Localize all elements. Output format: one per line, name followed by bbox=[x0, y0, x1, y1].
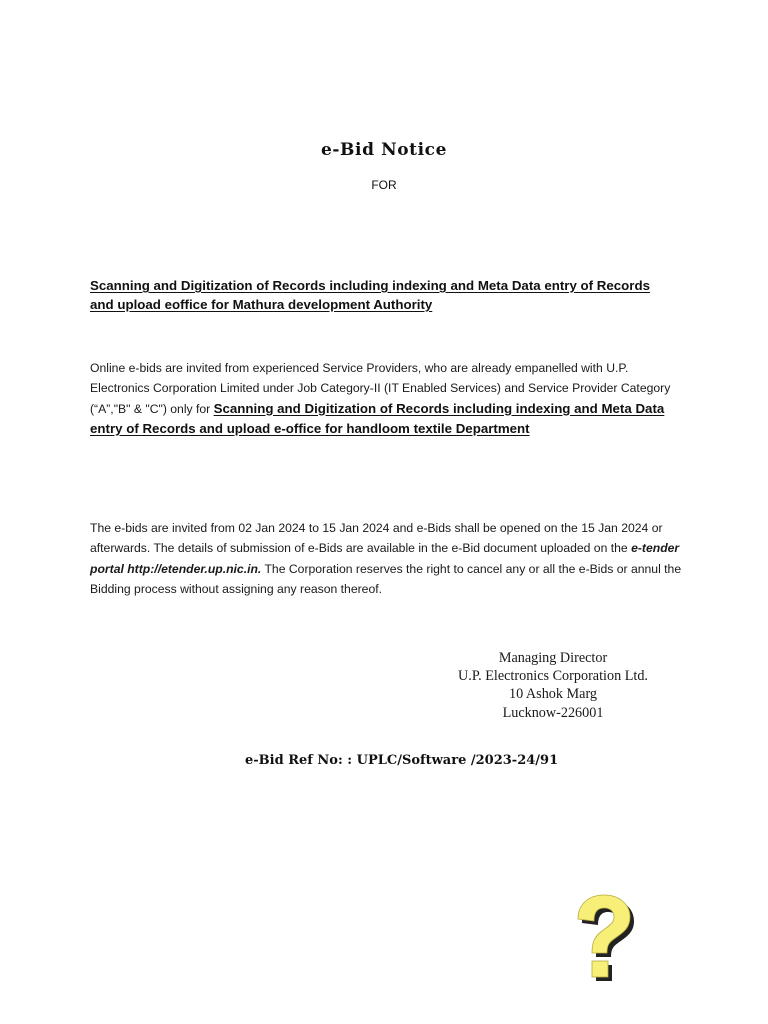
organization-name: U.P. Electronics Corporation Ltd. bbox=[458, 668, 648, 685]
signature-block bbox=[430, 649, 676, 722]
work-description: Scanning and Digitization of Records including indexing and Meta Data entry of Records and upload e-office for handloom textile Department bbox=[90, 400, 665, 436]
schedule-paragraph bbox=[90, 518, 690, 599]
invitation-text: Online e-bids are invited from experienced Service Providers, who are already empanelled with U.P. Electronics Corporation Limited under Job Category-II (IT Enabled Services) and Service Provider Category (“A”,"B" & "C") only for bbox=[90, 361, 671, 416]
subject-heading: Scanning and Digitization of Records including indexing and Meta Data entry of Records and upload eoffice for Mathura development Authority bbox=[90, 278, 651, 312]
address-city: Lucknow-226001 bbox=[502, 704, 604, 721]
reference-number: e-Bid Ref No: : UPLC/Software /2023-24/91 bbox=[245, 753, 559, 768]
for-label: FOR bbox=[371, 178, 397, 192]
portal-link[interactable]: e-tender portal http://etender.up.nic.in. bbox=[90, 541, 680, 576]
signatory-title: Managing Director bbox=[498, 650, 608, 666]
question-mark-icon[interactable] bbox=[570, 893, 640, 993]
invitation-paragraph bbox=[90, 358, 690, 439]
page-title: e-Bid Notice bbox=[320, 140, 448, 160]
disclaimer-text: The Corporation reserves the right to cancel any or all the e-Bids or annul the Bidding process without assigning any reason thereof. bbox=[90, 561, 682, 596]
address-street: 10 Ashok Marg bbox=[508, 686, 598, 703]
schedule-text: The e-bids are invited from 02 Jan 2024 to 15 Jan 2024 and e-Bids shall be opened on the 15 Jan 2024 or afterwards. The details of submission of e-Bids are available in the e-Bid document uploaded on the bbox=[90, 521, 663, 556]
